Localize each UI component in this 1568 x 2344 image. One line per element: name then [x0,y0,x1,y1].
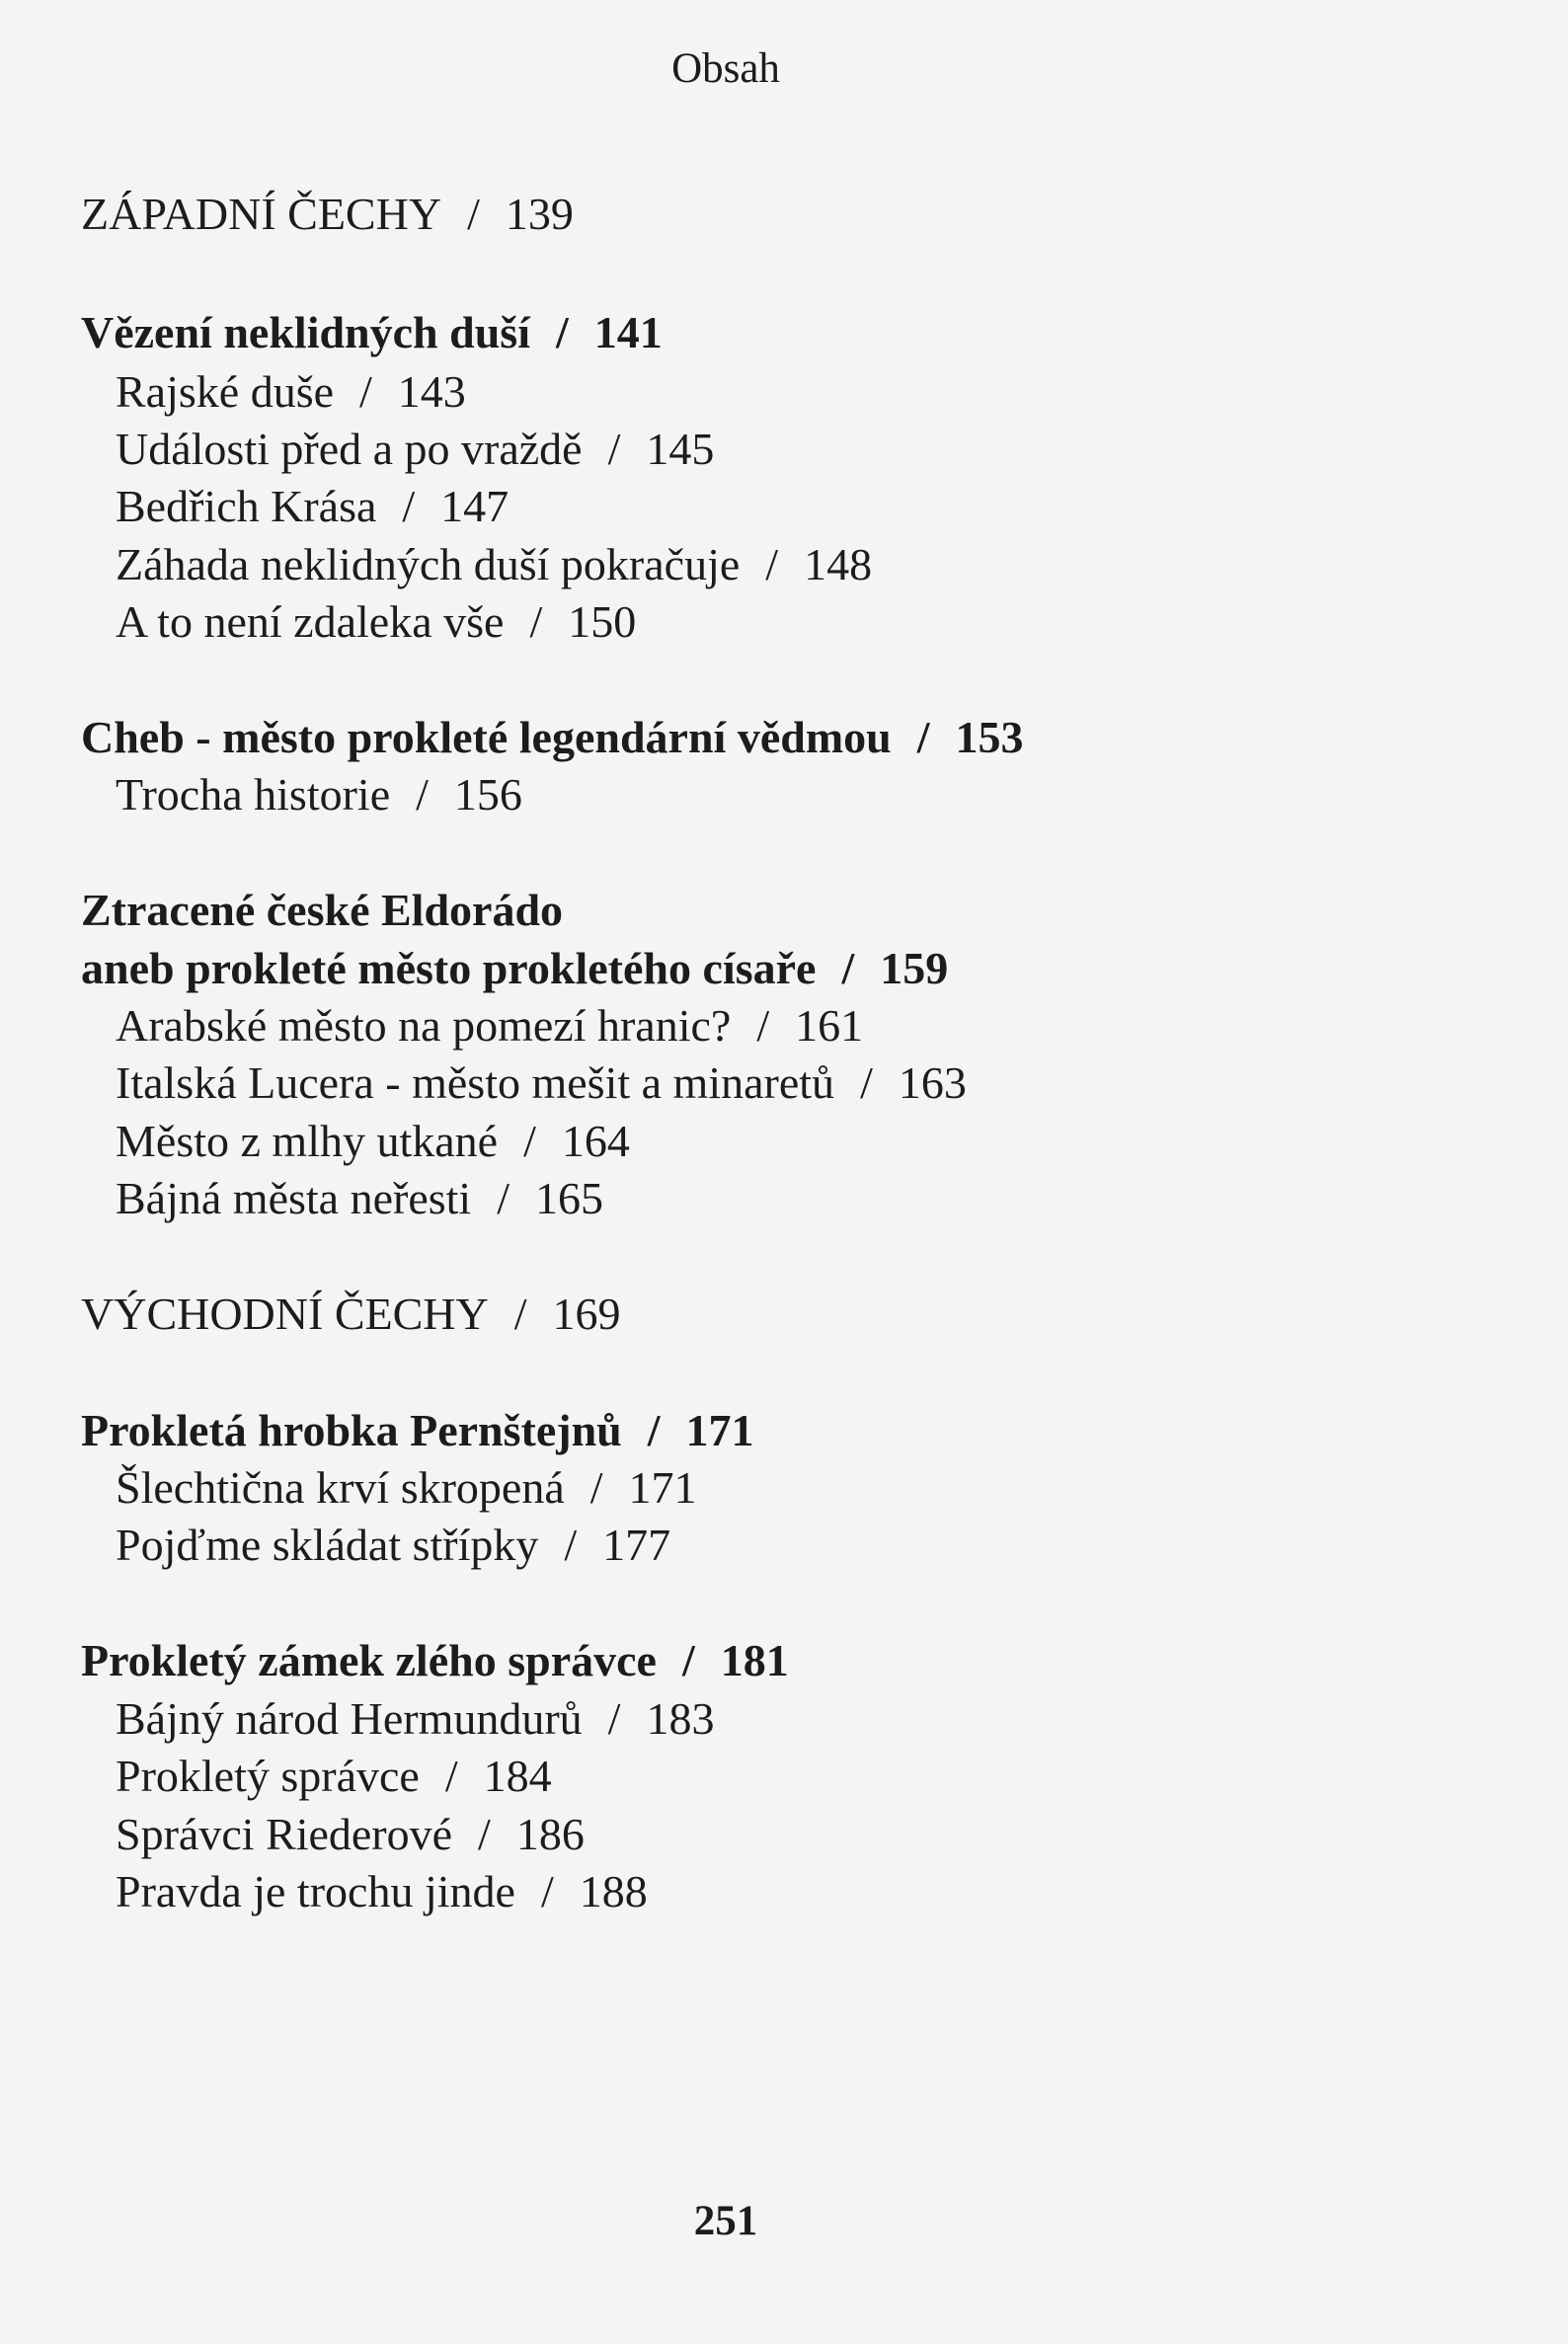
toc-section [116,766,522,823]
toc-page: 139 [505,189,574,239]
toc-title: Trocha historie [116,769,391,820]
toc-separator: / [607,1693,621,1744]
toc-section [116,1459,697,1517]
toc-section [116,997,863,1055]
toc-separator: / [916,712,930,762]
toc-separator: / [402,481,416,531]
toc-separator: / [523,1116,536,1166]
toc-section [116,1055,967,1112]
toc-separator: / [860,1057,873,1108]
toc-chapter [81,940,948,997]
toc-separator: / [467,189,480,239]
toc-region-western-bohemia [81,186,574,243]
toc-chapter [81,1632,789,1689]
toc-page: 150 [568,596,637,647]
toc-separator: / [647,1405,661,1455]
toc-page: 177 [602,1520,671,1570]
page-number: 251 [693,2198,758,2244]
toc-page: 143 [397,366,466,417]
toc-section [116,478,509,535]
toc-separator: / [529,596,543,647]
toc-page: 188 [579,1866,648,1916]
toc-title: Události před a po vraždě [116,424,583,474]
toc-separator: / [765,539,779,589]
toc-page: 147 [440,481,510,531]
toc-page: 171 [685,1405,754,1455]
toc-separator: / [478,1809,491,1859]
toc-title: ZÁPADNÍ ČECHY [81,189,442,239]
toc-title: Bájný národ Hermundurů [116,1693,583,1744]
toc-title: Vězení neklidných duší [81,307,530,357]
toc-region-eastern-bohemia [81,1286,621,1343]
toc-separator: / [681,1635,695,1685]
toc-page: 161 [795,1000,864,1051]
toc-separator: / [756,1000,770,1051]
toc-title: Bájná města neřesti [116,1173,472,1223]
toc-page: 141 [593,307,663,357]
toc-title: Prokletá hrobka Pernštejnů [81,1405,622,1455]
toc-chapter-title-line [81,882,563,939]
toc-title: Správci Riederové [116,1809,453,1859]
toc-separator: / [513,1289,527,1339]
toc-separator: / [607,424,621,474]
toc-page: 164 [561,1116,630,1166]
toc-page: 148 [804,539,873,589]
toc-section [116,1517,670,1574]
toc-title: Arabské město na pomezí hranic? [116,1000,732,1051]
toc-page: 159 [880,943,949,993]
page-header: Obsah [671,45,780,92]
toc-title: VÝCHODNÍ ČECHY [81,1289,489,1339]
toc-page: 169 [552,1289,621,1339]
toc-section [116,536,872,593]
toc-separator: / [497,1173,510,1223]
toc-chapter [81,304,663,361]
toc-page: 163 [898,1057,967,1108]
toc-title: Rajské duše [116,366,335,417]
toc-page: 165 [535,1173,603,1223]
toc-title: Záhada neklidných duší pokračuje [116,539,741,589]
toc-section [116,1748,552,1805]
toc-chapter [81,1402,754,1459]
toc-title: Šlechtična krví skropená [116,1462,565,1513]
toc-separator: / [540,1866,554,1916]
toc-section [116,1170,603,1227]
toc-section [116,363,466,421]
toc-page: 186 [515,1809,585,1859]
toc-separator: / [416,769,429,820]
toc-title: Italská Lucera - město mešit a minaretů [116,1057,835,1108]
toc-section [116,1863,648,1920]
toc-title: Pojďme skládat střípky [116,1520,539,1570]
toc-page: 153 [955,712,1024,762]
toc-separator: / [359,366,372,417]
toc-separator: / [589,1462,603,1513]
toc-page: 183 [646,1693,715,1744]
toc-separator: / [564,1520,578,1570]
toc-title: A to není zdaleka vše [116,596,505,647]
toc-page: 181 [720,1635,789,1685]
toc-section [116,593,636,651]
toc-page: 145 [646,424,715,474]
toc-separator: / [444,1751,458,1801]
toc-title: Prokletý zámek zlého správce [81,1635,657,1685]
toc-title: Cheb - město prokleté legendární vědmou [81,712,892,762]
toc-title: Pravda je trochu jinde [116,1866,515,1916]
toc-chapter [81,709,1024,766]
toc-title: Prokletý správce [116,1751,420,1801]
toc-title: Město z mlhy utkané [116,1116,499,1166]
toc-section [116,1690,714,1748]
toc-title: Ztracené české Eldorádo [81,885,564,935]
toc-title: aneb prokleté město prokletého císaře [81,943,817,993]
toc-section [116,1113,630,1170]
toc-separator: / [556,307,569,357]
toc-section [116,1806,585,1863]
toc-page: 171 [628,1462,697,1513]
toc-separator: / [841,943,855,993]
toc-page: 184 [483,1751,552,1801]
toc-page: 156 [453,769,522,820]
toc-title: Bedřich Krása [116,481,377,531]
toc-section [116,421,714,478]
